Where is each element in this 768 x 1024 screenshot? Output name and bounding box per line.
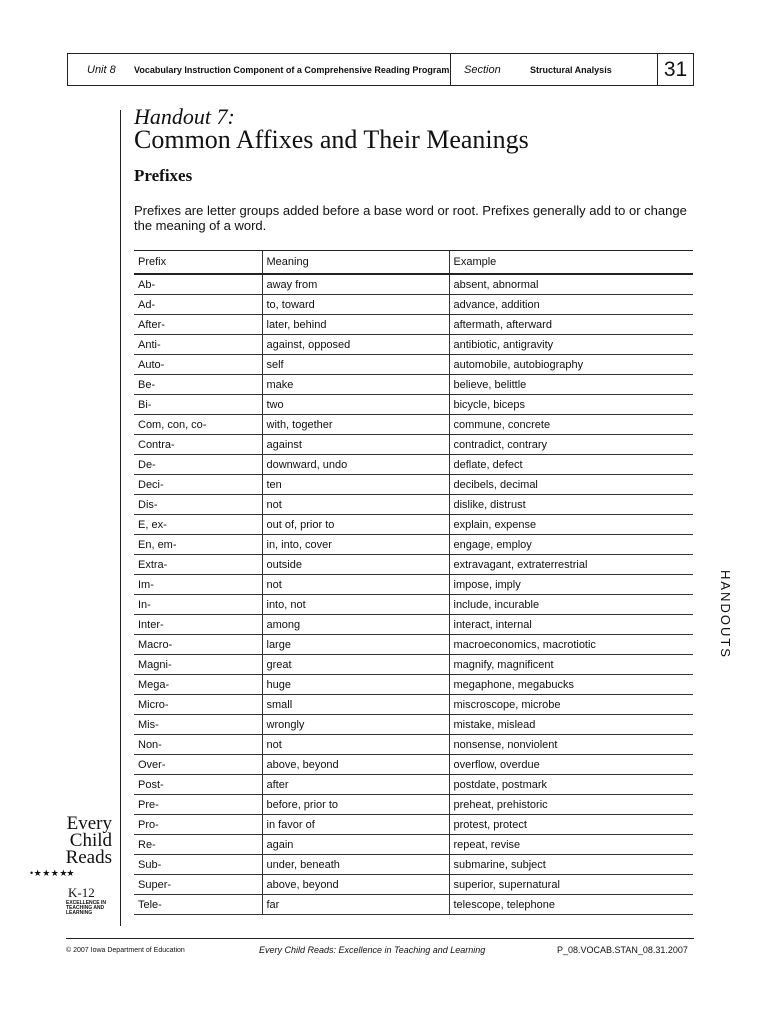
example-cell: interact, internal — [449, 615, 693, 635]
table-row — [134, 875, 693, 895]
column-header-meaning: Meaning — [262, 251, 449, 275]
logo-word-3: Reads — [65, 847, 112, 868]
prefix-cell: In- — [134, 595, 262, 615]
table-row — [134, 555, 693, 575]
logo-word-2: Child — [69, 830, 112, 851]
table-body — [134, 274, 693, 915]
meaning-cell: not — [262, 495, 449, 515]
example-cell: postdate, postmark — [449, 775, 693, 795]
example-cell: deflate, defect — [449, 455, 693, 475]
table-row — [134, 535, 693, 555]
meaning-cell: before, prior to — [262, 795, 449, 815]
example-cell: submarine, subject — [449, 855, 693, 875]
section-label: Section — [464, 63, 501, 76]
example-cell: bicycle, biceps — [449, 395, 693, 415]
example-cell: magnify, magnificent — [449, 655, 693, 675]
table-row — [134, 735, 693, 755]
prefix-cell: Super- — [134, 875, 262, 895]
table-row — [134, 415, 693, 435]
table-row — [134, 815, 693, 835]
prefix-cell: Magni- — [134, 655, 262, 675]
meaning-cell: under, beneath — [262, 855, 449, 875]
footer-copyright: © 2007 Iowa Department of Education — [66, 947, 185, 954]
meaning-cell: huge — [262, 675, 449, 695]
meaning-cell: in, into, cover — [262, 535, 449, 555]
example-cell: absent, abnormal — [449, 274, 693, 295]
example-cell: dislike, distrust — [449, 495, 693, 515]
prefix-cell: Ad- — [134, 295, 262, 315]
table-row — [134, 355, 693, 375]
table-row — [134, 715, 693, 735]
prefix-cell: Mega- — [134, 675, 262, 695]
table-row — [134, 635, 693, 655]
example-cell: superior, supernatural — [449, 875, 693, 895]
prefix-cell: De- — [134, 455, 262, 475]
table-row — [134, 775, 693, 795]
example-cell: believe, belittle — [449, 375, 693, 395]
meaning-cell: not — [262, 735, 449, 755]
meaning-cell: against — [262, 435, 449, 455]
meaning-cell: in favor of — [262, 815, 449, 835]
meaning-cell: with, together — [262, 415, 449, 435]
example-cell: repeat, revise — [449, 835, 693, 855]
meaning-cell: large — [262, 635, 449, 655]
example-cell: mistake, mislead — [449, 715, 693, 735]
margin-rule — [120, 110, 121, 926]
column-header-prefix: Prefix — [134, 251, 262, 275]
prefix-cell: Contra- — [134, 435, 262, 455]
meaning-cell: two — [262, 395, 449, 415]
prefix-cell: After- — [134, 315, 262, 335]
table-row — [134, 395, 693, 415]
meaning-cell: after — [262, 775, 449, 795]
prefix-cell: Ab- — [134, 274, 262, 295]
table-row — [134, 515, 693, 535]
table-header-row — [134, 251, 693, 275]
meaning-cell: not — [262, 575, 449, 595]
example-cell: advance, addition — [449, 295, 693, 315]
section-value: Structural Analysis — [530, 64, 612, 75]
example-cell: contradict, contrary — [449, 435, 693, 455]
table-row — [134, 315, 693, 335]
table-row — [134, 675, 693, 695]
table-row — [134, 615, 693, 635]
intro-paragraph: Prefixes are letter groups added before a base word or root. Prefixes generally add to or change the meaning of a word. — [134, 203, 687, 233]
example-cell: commune, concrete — [449, 415, 693, 435]
meaning-cell: against, opposed — [262, 335, 449, 355]
every-child-reads-logo — [30, 815, 116, 925]
section-heading: Prefixes — [134, 166, 193, 185]
example-cell: macroeconomics, macrotiotic — [449, 635, 693, 655]
prefix-cell: Post- — [134, 775, 262, 795]
header-title: Vocabulary Instruction Component of a Comprehensive Reading Program — [134, 64, 450, 75]
example-cell: antibiotic, antigravity — [449, 335, 693, 355]
meaning-cell: self — [262, 355, 449, 375]
meaning-cell: again — [262, 835, 449, 855]
prefix-cell: Com, con, co- — [134, 415, 262, 435]
example-cell: preheat, prehistoric — [449, 795, 693, 815]
prefix-table — [134, 250, 693, 915]
logo-word-1: Every — [66, 813, 112, 834]
meaning-cell: small — [262, 695, 449, 715]
example-cell: impose, imply — [449, 575, 693, 595]
logo-tagline: EXCELLENCE IN TEACHING AND LEARNING — [66, 900, 107, 916]
prefix-cell: Deci- — [134, 475, 262, 495]
footer-code: P_08.VOCAB.STAN_08.31.2007 — [557, 945, 688, 955]
example-cell: protest, protect — [449, 815, 693, 835]
table-row — [134, 475, 693, 495]
prefix-cell: En, em- — [134, 535, 262, 555]
meaning-cell: into, not — [262, 595, 449, 615]
table-row — [134, 895, 693, 915]
handout-number: Handout 7: — [134, 104, 235, 129]
page-number: 31 — [663, 57, 688, 81]
prefix-cell: Macro- — [134, 635, 262, 655]
prefix-cell: Anti- — [134, 335, 262, 355]
table-row — [134, 855, 693, 875]
page-header — [67, 53, 694, 86]
meaning-cell: above, beyond — [262, 755, 449, 775]
example-cell: decibels, decimal — [449, 475, 693, 495]
prefix-cell: Im- — [134, 575, 262, 595]
example-cell: engage, employ — [449, 535, 693, 555]
meaning-cell: outside — [262, 555, 449, 575]
prefix-cell: Over- — [134, 755, 262, 775]
table-row — [134, 274, 693, 295]
example-cell: aftermath, afterward — [449, 315, 693, 335]
meaning-cell: great — [262, 655, 449, 675]
meaning-cell: downward, undo — [262, 455, 449, 475]
table-row — [134, 795, 693, 815]
prefix-cell: Pre- — [134, 795, 262, 815]
meaning-cell: out of, prior to — [262, 515, 449, 535]
table-row — [134, 655, 693, 675]
prefix-cell: Mis- — [134, 715, 262, 735]
meaning-cell: among — [262, 615, 449, 635]
prefix-cell: Micro- — [134, 695, 262, 715]
example-cell: nonsense, nonviolent — [449, 735, 693, 755]
meaning-cell: above, beyond — [262, 875, 449, 895]
prefix-cell: Pro- — [134, 815, 262, 835]
meaning-cell: ten — [262, 475, 449, 495]
prefix-cell: E, ex- — [134, 515, 262, 535]
meaning-cell: to, toward — [262, 295, 449, 315]
side-tab-label: HANDOUTS — [718, 570, 733, 659]
table-row — [134, 375, 693, 395]
table-row — [134, 755, 693, 775]
prefix-cell: Sub- — [134, 855, 262, 875]
footer-rule — [66, 938, 694, 939]
example-cell: telescope, telephone — [449, 895, 693, 915]
footer-title: Every Child Reads: Excellence in Teaching and Learning — [259, 945, 486, 955]
example-cell: miscroscope, microbe — [449, 695, 693, 715]
table-row — [134, 435, 693, 455]
prefix-cell: Auto- — [134, 355, 262, 375]
prefix-cell: Bi- — [134, 395, 262, 415]
table-row — [134, 695, 693, 715]
table-row — [134, 455, 693, 475]
prefix-cell: Be- — [134, 375, 262, 395]
unit-label: Unit 8 — [87, 63, 116, 76]
table-row — [134, 295, 693, 315]
example-cell: extravagant, extraterrestrial — [449, 555, 693, 575]
table-row — [134, 835, 693, 855]
column-header-example: Example — [449, 251, 693, 275]
prefix-cell: Re- — [134, 835, 262, 855]
table-row — [134, 575, 693, 595]
example-cell: megaphone, megabucks — [449, 675, 693, 695]
table-row — [134, 335, 693, 355]
page-title: Common Affixes and Their Meanings — [134, 125, 529, 154]
meaning-cell: away from — [262, 274, 449, 295]
example-cell: include, incurable — [449, 595, 693, 615]
logo-grade: K-12 — [68, 885, 95, 900]
prefix-cell: Dis- — [134, 495, 262, 515]
prefix-cell: Inter- — [134, 615, 262, 635]
example-cell: explain, expense — [449, 515, 693, 535]
table-row — [134, 595, 693, 615]
stars-icon: • ★ ★ ★ ★★ — [30, 868, 74, 878]
example-cell: overflow, overdue — [449, 755, 693, 775]
meaning-cell: later, behind — [262, 315, 449, 335]
table-row — [134, 495, 693, 515]
example-cell: automobile, autobiography — [449, 355, 693, 375]
meaning-cell: wrongly — [262, 715, 449, 735]
prefix-cell: Tele- — [134, 895, 262, 915]
prefix-cell: Extra- — [134, 555, 262, 575]
meaning-cell: far — [262, 895, 449, 915]
meaning-cell: make — [262, 375, 449, 395]
prefix-cell: Non- — [134, 735, 262, 755]
